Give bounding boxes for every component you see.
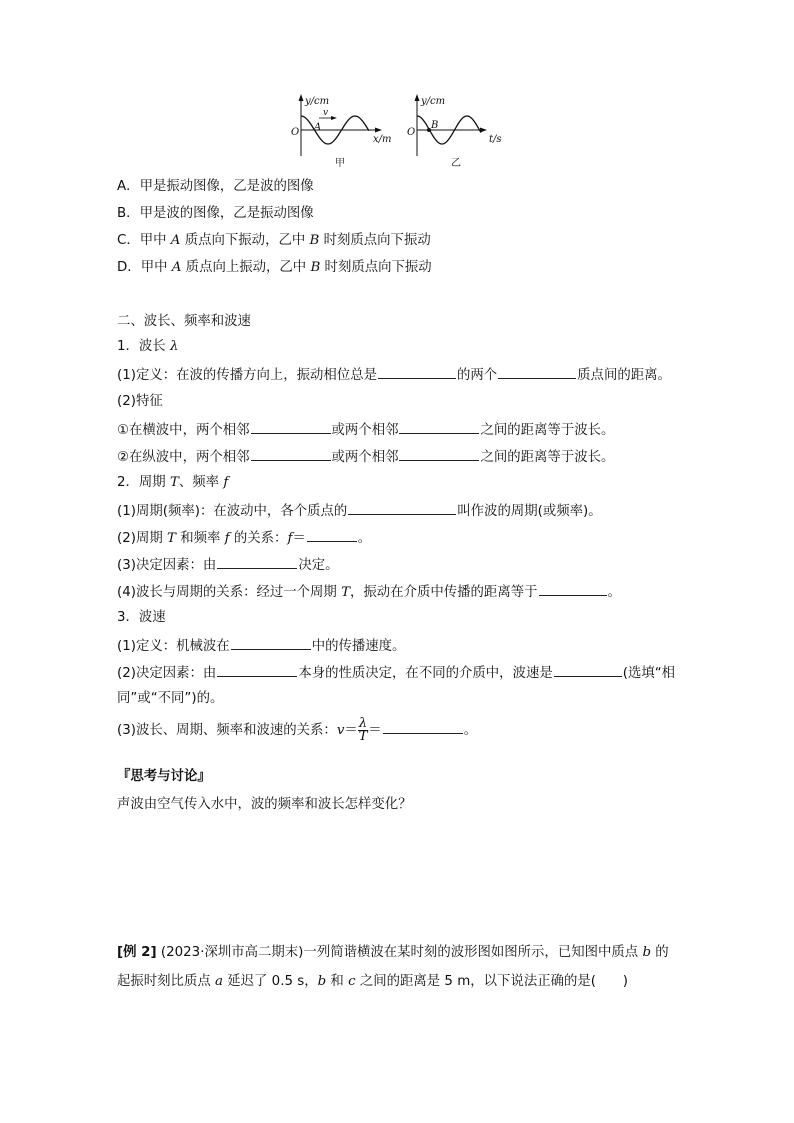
relation-eq: ＝ [292, 531, 306, 546]
determinant-a: (3)决定因素：由 [117, 558, 217, 573]
wp-relation-T: T [341, 585, 351, 600]
point-b-label: B [431, 120, 439, 131]
lambda-symbol: λ [169, 339, 179, 354]
option-c-t2: 质点向下振动，乙中 [180, 233, 310, 248]
speed-def-b: 中的传播速度。 [311, 639, 406, 654]
example-line-1 [117, 944, 669, 962]
def-text-a: (1)定义：在波的传播方向上，振动相位总是 [117, 368, 377, 383]
example-line2-d: 之间的距离是 5 m，以下说法正确的是( ) [355, 974, 628, 989]
option-d [117, 259, 432, 277]
relation-c: 的关系： [229, 531, 288, 546]
wave-speed-relation [117, 716, 477, 746]
wave-speed-determinant-cont: 同”或“不同”)的。 [117, 691, 224, 706]
blank-3[interactable] [251, 420, 331, 434]
relation-f: f [224, 531, 230, 546]
frequency-symbol: f [223, 475, 229, 490]
longitudinal-text-a: ②在纵波中，两个相邻 [117, 450, 250, 465]
period-determinant [117, 555, 338, 575]
fraction-numerator: λ [358, 715, 368, 731]
section-title: 二、波长、频率和波速 [117, 314, 251, 329]
speed-det-b: 本身的性质决定，在不同的介质中，波速是 [298, 666, 553, 681]
example-line2-c: 和 [326, 974, 349, 989]
determinant-b: 决定。 [298, 558, 339, 573]
speed-rel-end: 。 [463, 723, 478, 738]
option-c-prefix: C． [117, 233, 140, 248]
example-line2-b: 延迟了 0.5 s， [222, 974, 318, 989]
example-point-b1: b [642, 945, 652, 960]
option-d-point-b: B [310, 260, 321, 275]
option-c [117, 232, 431, 250]
caption-jia: 甲 [335, 158, 345, 169]
period-heading-text: 2．周期 [117, 475, 170, 490]
example-point-b2: b [317, 974, 327, 989]
option-a-text: 甲是振动图像，乙是波的图像 [139, 179, 314, 194]
blank-11[interactable] [231, 636, 311, 650]
example-line2-a: 起振时刻比质点 [117, 974, 215, 989]
period-def-b: 叫作波的周期(或频率)。 [457, 504, 602, 519]
period-symbol: T [169, 475, 179, 490]
transverse-text-c: 之间的距离等于波长。 [480, 423, 615, 438]
example-tag: [例 2] [117, 945, 157, 960]
period-definition [117, 501, 602, 521]
example-line1-c: 的 [651, 945, 669, 960]
relation-end: 。 [357, 531, 372, 546]
blank-5[interactable] [251, 447, 331, 461]
period-heading [117, 474, 228, 492]
blank-7[interactable] [348, 501, 456, 515]
longitudinal-text-b: 或两个相邻 [331, 450, 399, 465]
velocity-label: v [323, 108, 329, 118]
blank-4[interactable] [399, 420, 479, 434]
def-text-c: 质点间的距离。 [577, 368, 671, 383]
speed-rel-eq2: ＝ [368, 723, 382, 738]
option-c-t1: 甲中 [139, 233, 171, 248]
wavelength-definition [117, 365, 671, 385]
option-b [117, 205, 314, 223]
blank-13[interactable] [554, 663, 622, 677]
point-a-label: A [314, 122, 322, 133]
option-d-t1: 甲中 [140, 260, 172, 275]
relation-b: 和频率 [175, 531, 225, 546]
blank-9[interactable] [217, 555, 297, 569]
x-axis-label-left: x/m [373, 134, 392, 145]
def-text-b: 的两个 [457, 368, 498, 383]
option-d-t3: 时刻质点向下振动 [320, 260, 432, 275]
transverse-text-b: 或两个相邻 [331, 423, 399, 438]
wave-speed-heading: 3．波速 [117, 610, 166, 625]
relation-T: T [167, 531, 176, 546]
speed-rel-v: v [336, 723, 345, 738]
feature-transverse [117, 420, 614, 440]
origin-label-right: O [407, 127, 416, 138]
wave-figure [285, 92, 515, 172]
t-axis-label-right: t/s [489, 134, 502, 145]
example-line1-a: (2023·深圳市高二期末)一列简谐横波在某时刻的波形图如图所示，已知图中质点 [160, 945, 643, 960]
relation-f2: f [287, 531, 293, 546]
option-c-t3: 时刻质点向下振动 [319, 233, 431, 248]
wavelength-heading [117, 338, 178, 356]
wave-speed-definition [117, 636, 405, 656]
option-d-prefix: D． [117, 260, 141, 275]
speed-det-c: (选填“相 [622, 666, 676, 681]
option-a-prefix: A． [117, 179, 140, 194]
feature-heading: (2)特征 [117, 394, 163, 409]
y-axis-label-right: y/cm [421, 96, 446, 107]
blank-8[interactable] [307, 528, 357, 542]
blank-10[interactable] [539, 582, 607, 596]
speed-det-a: (2)决定因素：由 [117, 666, 217, 681]
wp-relation-b: ，振动在介质中传播的距离等于 [350, 585, 538, 600]
option-d-point-a: A [171, 260, 182, 275]
graph-yi [407, 94, 502, 169]
option-c-point-b: B [309, 233, 320, 248]
y-axis-label-left: y/cm [305, 96, 330, 107]
graph-jia [291, 94, 392, 169]
example-point-c: c [348, 974, 356, 989]
example-point-a: a [215, 974, 223, 989]
period-heading-mid: 、频率 [178, 475, 224, 490]
wavelength-heading-text: 1．波长 [117, 339, 170, 354]
option-b-text: 甲是波的图像，乙是振动图像 [139, 206, 314, 221]
origin-label-left: O [291, 127, 300, 138]
blank-2[interactable] [498, 365, 576, 379]
blank-6[interactable] [399, 447, 479, 461]
caption-yi: 乙 [451, 158, 461, 169]
lambda-over-T [358, 715, 369, 744]
transverse-text-a: ①在横波中，两个相邻 [117, 423, 250, 438]
speed-rel-eq: ＝ [344, 723, 358, 738]
option-d-t2: 质点向上振动，乙中 [181, 260, 311, 275]
relation-a: (2)周期 [117, 531, 168, 546]
period-frequency-relation [117, 528, 371, 548]
period-def-a: (1)周期(频率)：在波动中，各个质点的 [117, 504, 348, 519]
speed-def-a: (1)定义：机械波在 [117, 639, 230, 654]
wavelength-period-relation [117, 582, 621, 602]
discussion-title: 『思考与讨论』 [117, 769, 211, 784]
example-line-2 [117, 973, 628, 991]
blank-1[interactable] [378, 365, 456, 379]
discussion-question: 声波由空气传入水中，波的频率和波长怎样变化？ [117, 797, 412, 812]
fraction-denominator: T [358, 728, 368, 744]
option-a [117, 178, 314, 196]
option-c-point-a: A [170, 233, 181, 248]
option-b-prefix: B． [117, 206, 140, 221]
speed-rel-a: (3)波长、周期、频率和波速的关系： [117, 723, 337, 738]
wave-speed-determinant [117, 663, 675, 683]
wp-relation-a: (4)波长与周期的关系：经过一个周期 [117, 585, 342, 600]
wp-relation-c: 。 [607, 585, 621, 600]
longitudinal-text-c: 之间的距离等于波长。 [480, 450, 615, 465]
blank-12[interactable] [217, 663, 297, 677]
feature-longitudinal [117, 447, 614, 467]
blank-14[interactable] [383, 720, 463, 734]
